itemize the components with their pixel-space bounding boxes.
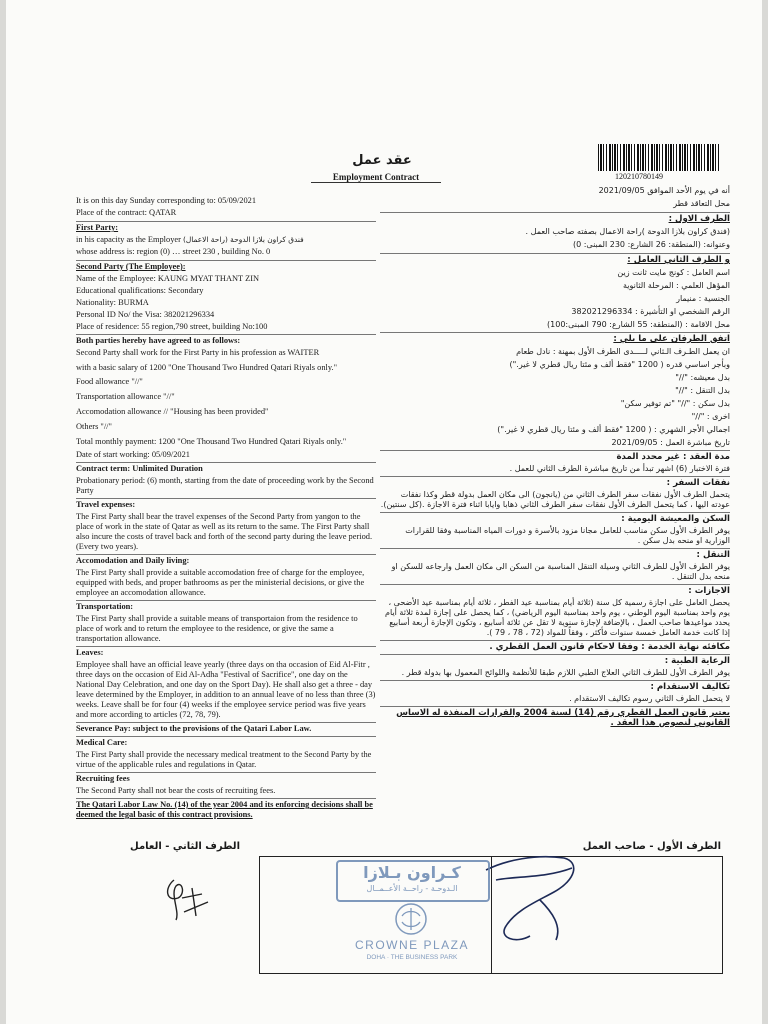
en-other-allowance: Others "//" — [76, 422, 112, 431]
en-employee-education: Educational qualifications: Secondary — [76, 286, 204, 295]
en-employee-id: Personal ID No/ the Visa: 382021296334 — [76, 310, 215, 319]
ar-employee-id: الرقم الشخصي او التأشيرة : 382021296334 — [571, 307, 730, 316]
ar-employee-residence: محل الاقامة : (المنطقة: 55 الشارع: 790 المبنى:100) — [547, 320, 730, 329]
ar-leaves-text: يحصل العامل على اجازة رسمية كل سنة (ثلاثة أيام بمناسبة عيد الفطر ، ثلاثة أيام بمناسبة عيد الأضحى ، يوم واحد بمناسبة اليوم الوطني ، يوم واحد بمناسبة اليوم الرياضي) ، كما يحصل على إجازة لمدة ثلاثة أيام يحدد مواعيدها صاحب العمل ، بالإضافة لإجازة سنوية لا تقل عن ثلاثة أسابيع ، وتكون الإجازة أربعة أسابيع إذا كانت خدمة العامل خمسة سنوات فأكثر ، وفقاً للمواد (72 ، 78 ، 79 ). — [385, 598, 730, 637]
title-arabic: عقد عمل — [352, 153, 412, 168]
en-work-line: Second Party shall work for the First Party in his profession as WAITER — [76, 348, 320, 357]
en-transportation-heading: Transportation: — [76, 602, 134, 611]
ar-medical-heading: الرعاية الطبية : — [664, 656, 730, 666]
en-labor-law: The Qatari Labor Law No. (14) of the year 2004 and its enforcing decisions shall be deemed the legal basic of this contract provisions. — [76, 800, 373, 819]
en-recruiting-heading: Recruiting fees — [76, 774, 130, 783]
en-medical-text: The First Party shall provide the necessary medical treatment to the Second Party by the virtue of the applicable rules and regulations in Qatar. — [76, 750, 372, 769]
en-first-party-name: فندق كراون بلازا الدوحة (راحة الاعمال) — [182, 235, 304, 244]
en-travel-text: The First Party shall bear the travel expenses of the Second Party from yangon to the place of work in the state of Qatar as well as its return to the same. The First Party shall also incure the costs of travel back and forth of the second party during the leave period.(Every two years). — [76, 512, 373, 551]
ar-medical-text: يوفر الطرف الأول للطرف الثاني العلاج الطبي اللازم طبقا للأنظمة واللوائح المعمول بها بدولة قطر . — [401, 668, 730, 677]
en-first-party-address: whose address is: region (0) … street 230 , building No. 0 — [76, 247, 271, 256]
en-salary-line: with a basic salary of 1200 "One Thousand Two Hundred Qatari Riyals only." — [76, 363, 338, 372]
ar-salary-line: وبأجر اساسي قدره ( 1200 "فقط ألف و مئتا ريال قطري لا غير.") — [509, 360, 730, 369]
en-second-party-heading: Second Party (The Employee): — [76, 262, 186, 271]
ar-living-allowance: بدل معيشه: "//" — [675, 373, 730, 382]
ar-first-party-address: وعنوانه: (المنطقة: 26 الشارع: 230 المبنى: 0) — [572, 240, 730, 249]
ar-housing-allowance: بدل سكن : "//" "تم توفير سكن" — [620, 399, 730, 408]
en-recruiting-text: The Second Party shall not bear the costs of recruiting fees. — [76, 786, 276, 795]
stamp-english-name: CROWNE PLAZA — [354, 938, 469, 952]
en-accommodation-allowance: Accomodation allowance // "Housing has been provided" — [76, 407, 269, 416]
en-transportation-text: The First Party shall provide a suitable means of transportaion from the residence to place of work and to return the employee to the residence, or give the same a transportation allowance. — [76, 614, 358, 643]
en-severance: Severance Pay: subject to the provisions of the Qatari Labor Law. — [76, 724, 312, 733]
second-party-signature-label: الطرف الثاني - العامل — [130, 841, 240, 852]
en-probation: Probationary period: (6) month, starting from the date of proceeding work by the Second Party — [76, 476, 374, 495]
stamp-arabic-name: كـراون بـلازا — [363, 863, 461, 882]
company-stamp — [328, 860, 493, 968]
ar-start-date: تاريخ مباشرة العمل : 2021/09/05 — [611, 438, 730, 447]
ar-employee-nationality: الجنسية : منيمار — [676, 294, 730, 303]
ar-other-allowance: اخرى : "//" — [691, 412, 730, 421]
en-leaves-text: Employee shall have an official leave yearly (three days on tha occasion of Eid Al-Fitr , three days on the occasion of Eid Al-Adha "Festival of Sacrifice", one day on the National Day Celebration, and one day on the Sport Day). He shall also get a three - day leave determined by the Employer, in addition to an annual leave of no less than three (3) weeks. Leave shall be for four (4) weeks if the employee service period was five years and more according to articles (72, 78, 79). — [76, 660, 376, 719]
ar-leaves-heading: الاجازات : — [688, 586, 730, 596]
en-transport-allowance: Transportation allowance "//" — [76, 392, 175, 401]
ar-travel-heading: نفقات السفر : — [666, 478, 730, 488]
en-first-party-capacity: in his capacity as the Employer — [76, 235, 181, 244]
ar-recruiting-text: لا يتحمل الطرف الثاني رسوم تكاليف الاستقدام . — [569, 694, 730, 703]
ar-accommodation-text: يوفر الطرف الأول سكن مناسب للعامل مجانا مزود بالأسرة و دورات المياه المناسبة وفقا للقرارات الوزارية او منحه بدل سكن . — [405, 526, 730, 545]
ar-transport-allowance: بدل التنقل : "//" — [675, 386, 730, 395]
ar-second-party-heading: و الطرف الثاني العامل : — [627, 255, 730, 265]
ar-probation: فترة الاختبار (6) اشهر تبدأ من تاريخ مباشرة الطرف الثاني للعمل . — [509, 464, 730, 473]
en-accommodation-heading: Accomodation and Daily living: — [76, 556, 190, 565]
en-start-date: Date of start working: 05/09/2021 — [76, 450, 190, 459]
en-date: It is on this day Sunday corresponding to: 05/09/2021 — [76, 196, 257, 205]
ar-recruiting-heading: تكاليف الاستقدام : — [650, 682, 730, 692]
ar-employee-education: المؤهل العلمي : المرحلة الثانوية — [623, 281, 730, 290]
english-column — [76, 190, 376, 819]
ar-transportation-text: يوفر الطرف الأول للطرف الثاني وسيلة التنقل المناسبة من السكن الى مكان العمل وارجاعه للسكن او منحه بدل التنقل . — [391, 562, 730, 581]
ar-place: محل التعاقد قطر — [673, 199, 730, 208]
en-travel-heading: Travel expenses: — [76, 500, 136, 509]
barcode — [598, 144, 720, 171]
employer-signature — [476, 840, 596, 950]
ar-agreement-heading: اتفق الطرفان على ما يلي : — [613, 334, 730, 344]
ar-total-payment: اجمالي الأجر الشهري : ( 1200 "فقط ألف و مئتا ريال قطري لا غير.") — [497, 425, 730, 434]
en-employee-residence: Place of residence: 55 region,790 street, building No:100 — [76, 322, 268, 331]
ar-work-line: ان يعمل الطـرف الـثاني لـــــدى الطرف الأول بمهنة : نادل طعام — [516, 347, 730, 356]
ar-first-party-heading: الطرف الاول : — [668, 214, 730, 224]
ar-date: أنه في يوم الأحد الموافق 2021/09/05 — [598, 186, 730, 195]
ar-travel-text: يتحمل الطرف الأول نفقات سفر الطرف الثاني من (يانجون) الى مكان العمل بدولة قطر وكذا نفقات عودته اليها ، كما يتحمل الطرف الأول نفقات سفر الطرف الثاني ذهابا وايابا اثناء فترة الاجازة .(كل سنتين). — [380, 490, 730, 509]
en-leaves-heading: Leaves: — [76, 648, 104, 657]
employee-signature — [156, 868, 216, 928]
contract-page — [6, 0, 762, 1024]
ar-labor-law: يعتبر قانون العمل القطري رقم (14) لسنة 2004 والقرارات المنفذة له الاساس القانوني لنصوص هذا العقد . — [396, 708, 730, 728]
en-contract-term: Contract term: Unlimited Duration — [76, 464, 203, 473]
ar-accommodation-heading: السكن والمعيشة اليومية : — [621, 514, 730, 524]
ar-severance: مكافئه نهاية الخدمة : وفقا لاحكام قانون العمل القطري . — [489, 642, 730, 652]
en-employee-name: Name of the Employee: KAUNG MYAT THANT ZIN — [76, 274, 260, 283]
en-employee-nationality: Nationality: BURMA — [76, 298, 149, 307]
en-place: Place of the contract: QATAR — [76, 208, 177, 217]
en-food-allowance: Food allowance "//" — [76, 377, 143, 386]
en-medical-heading: Medical Care: — [76, 738, 128, 747]
barcode-number: 120210780149 — [615, 172, 663, 181]
en-first-party-heading: First Party: — [76, 223, 119, 232]
en-total-payment: Total monthly payment: 1200 "One Thousand Two Hundred Qatari Riyals only." — [76, 437, 347, 446]
ar-employee-name: اسم العامل : كونج مايت ثانت زين — [617, 268, 730, 277]
stamp-english-subtitle: DOHA · THE BUSINESS PARK — [366, 954, 458, 961]
ar-contract-term: مدة العقد : غير محدد المدة — [616, 452, 730, 462]
ar-first-party-name: (فندق كراون بلازا الدوحة )راحة الاعمال بصفته صاحب العمل . — [525, 227, 730, 236]
title-english: Employment Contract — [311, 172, 441, 183]
crowne-plaza-logo-icon — [394, 902, 428, 936]
en-accommodation-text: The First Party shall provide a suitable accomodation free of charge for the employee, equipped with beds, and proper bathrooms as per the ministerial decisions, or give the employee an accomodation allowance. — [76, 568, 365, 597]
first-party-signature-label: الطرف الأول - صاحب العمل — [582, 841, 721, 852]
arabic-column — [380, 186, 730, 728]
stamp-arabic-subtitle: الـدوحـة - راحــة الأعــمــال — [366, 884, 458, 893]
en-agreement-heading: Both parties hereby have agreed to as follows: — [76, 336, 241, 345]
ar-transportation-heading: التنقل : — [696, 550, 730, 560]
